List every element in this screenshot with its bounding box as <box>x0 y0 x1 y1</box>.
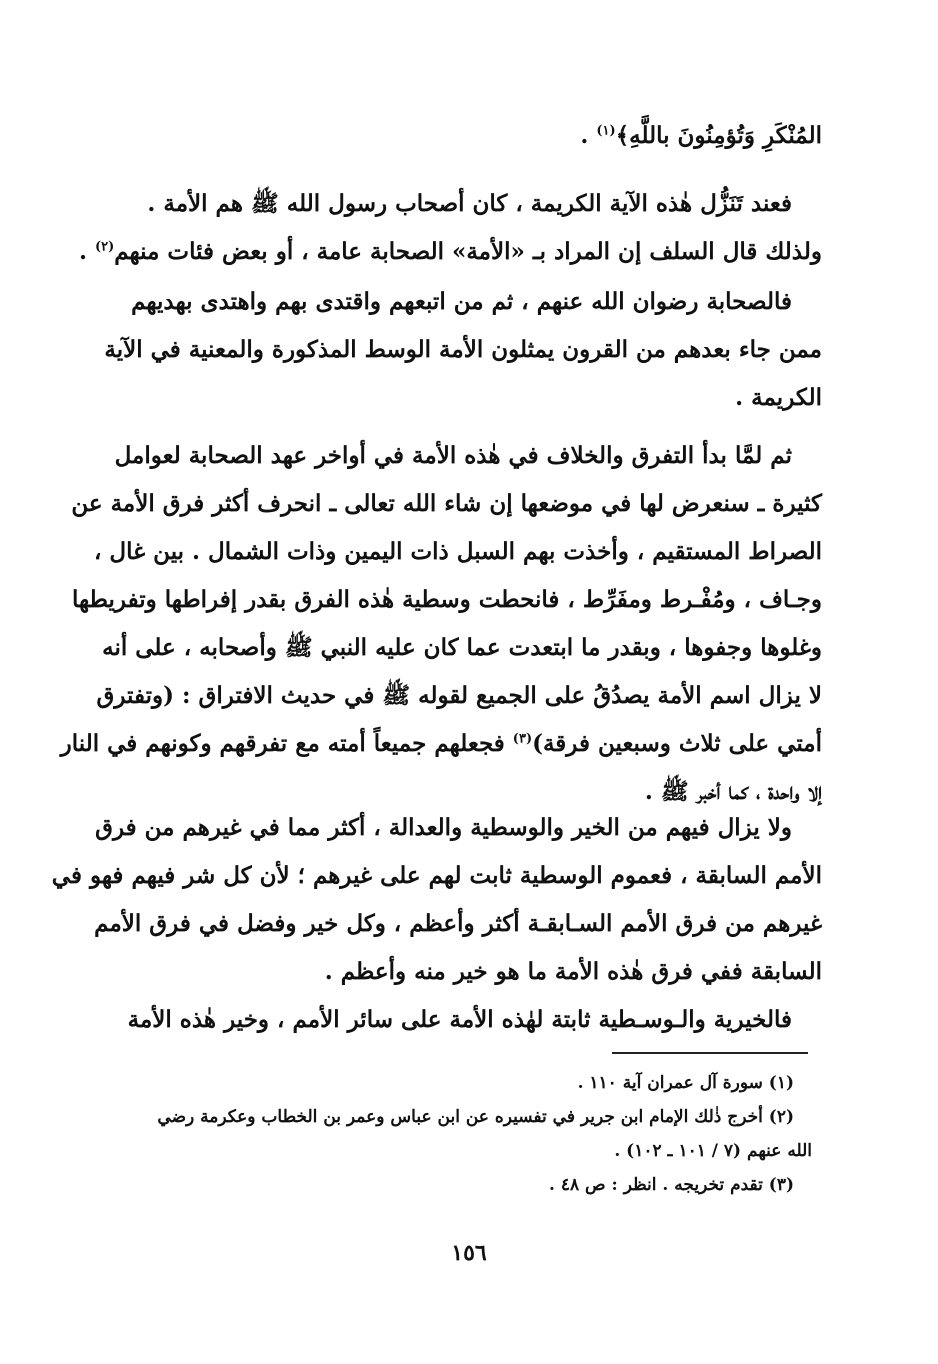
text-line: غيرهم من فرق الأمم السـابقـة أكثر وأعظم ، وكل خير وفضل في فرق الأمم <box>94 910 822 937</box>
text-line: وجـاف ، ومُفْـرط ومفَرِّط ، فانحطت وسطية هٰذه الفرق بقدر إفراطها وتفريطها <box>72 586 822 613</box>
text-line: الصراط المستقيم ، وأخذت بهم السبل ذات اليمين وذات الشمال . بين غال ، <box>94 538 822 565</box>
footnote-3: (٣) تقدم تخريجه . انظر : ص ٤٨ . <box>549 1175 794 1195</box>
footnote-2: (٢) أخرج ذٰلك الإمام ابن جرير في تفسيره عن ابن عباس وعمر بن الخطاب وعكرمة رضي <box>157 1107 794 1127</box>
footnote-separator <box>612 1052 808 1054</box>
text-line: كثيرة ـ سنعرض لها في موضعها إن شاء الله تعالى ـ انحرف أكثر فرق الأمة عن <box>71 490 822 517</box>
text-line: الكريمة . <box>735 384 822 411</box>
paragraph-4 <box>51 804 822 996</box>
footnote-ref[interactable]: (١) <box>596 123 616 139</box>
text-line: فعند تَنَزُّل هٰذه الآية الكريمة ، كان أصحاب رسول الله ﷺ هم الأمة . <box>147 190 792 217</box>
paragraph-1 <box>78 180 822 276</box>
text-line: أمتي على ثلاث وسبعين فرقة)$^{(٣)}$ فجعلهم جميعاً أمته مع تفرقهم وكونهم في النار <box>60 730 822 757</box>
text-line: ولا يزال فيهم من الخير والوسطية والعدالة ، أكثر مما في غيرهم من فرق <box>95 814 792 841</box>
paragraph-2 <box>90 278 822 422</box>
text-line: لا يزال اسم الأمة يصدُقُ على الجميع لقوله ﷺ في حديث الافتراق : (وتفترق <box>96 682 822 709</box>
footnote-1: (١) سورة آل عمران آية ١١٠ . <box>577 1073 794 1093</box>
text-line: الأمم السابقة ، فعموم الوسطية ثابت لهم على غيرهم ؛ لأن كل شر فيهم فهو في <box>51 862 822 889</box>
text-line: ممن جاء بعدهم من القرون يمثلون الأمة الوسط المذكورة والمعنية في الآية <box>104 336 822 363</box>
paragraph-5 <box>90 996 822 1044</box>
text-line: ثم لمَّا بدأ التفرق والخلاف في هٰذه الأمة في أواخر عهد الصحابة لعوامل <box>114 442 792 469</box>
text-line: إلا واحدة ، كما أخبر ﷺ . <box>644 778 822 805</box>
footnotes <box>90 1066 812 1202</box>
footnote-2-continuation: الله عنهم (٧ / ١٠١ ـ ١٠٢) . <box>614 1141 812 1161</box>
verse-continuation <box>90 112 822 160</box>
text-line: فالصحابة رضوان الله عنهم ، ثم من اتبعهم واقتدى بهم واهتدى بهديهم <box>131 288 792 315</box>
text-line: السابقة ففي فرق هٰذه الأمة ما هو خير منه وأعظم . <box>324 958 822 985</box>
text-line: فالخيرية والـوسـطية ثابتة لهٰذه الأمة على سائر الأمم ، وخير هٰذه الأمة <box>127 1006 792 1033</box>
page-number: ١٥٦ <box>451 1240 487 1266</box>
text-line: ولذلك قال السلف إن المراد بـ «الأمة» الصحابة عامة ، أو بعض فئات منهم$^{(٢)}$ . <box>78 238 822 265</box>
footnote-ref[interactable]: (٣) <box>512 731 533 747</box>
footnote-ref[interactable]: (٢) <box>94 239 115 255</box>
text-line: المُنْكَرِ وَتُؤمِنُونَ باللَّهِ﴾$^{(١)}$ . <box>580 122 822 149</box>
paragraph-3 <box>60 432 822 816</box>
text-line: وغلوها وجفوها ، وبقدر ما ابتعدت عما كان عليه النبي ﷺ وأصحابه ، على أنه <box>102 634 822 661</box>
